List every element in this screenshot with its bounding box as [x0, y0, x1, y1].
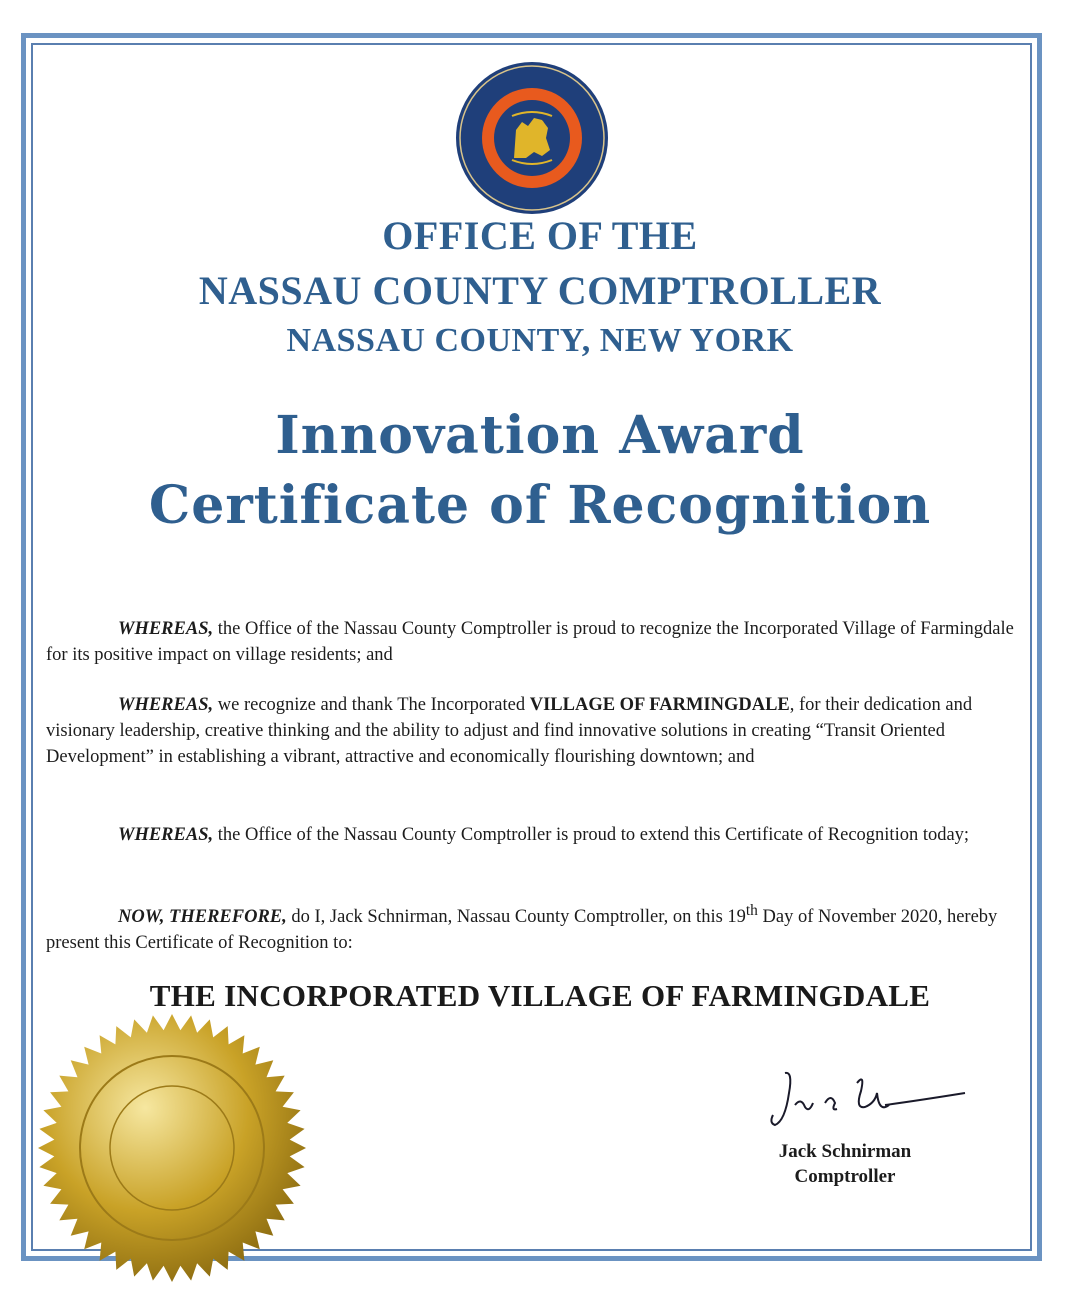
award-subtitle: Certificate of Recognition — [148, 475, 932, 536]
whereas-paragraph-3: WHEREAS, the Office of the Nassau County Comptroller is proud to extend this Certificate of Recognition today; — [118, 825, 970, 845]
signer-name: Jack Schnirman — [778, 1141, 912, 1162]
award-title: Innovation Award — [275, 405, 805, 466]
gold-embossed-seal-icon — [36, 1012, 308, 1284]
handwritten-signature-icon — [765, 1063, 975, 1143]
now-therefore-paragraph: NOW, THEREFORE, do I, Jack Schnirman, Nassau County Comptroller, on this 19th Day of November 2020, hereby present this Certificate of Recognition to: — [46, 902, 998, 954]
header-office: OFFICE OF THE — [382, 213, 698, 258]
whereas-paragraph-1: WHEREAS, the Office of the Nassau County Comptroller is proud to recognize the Incorporated Village of Farmingdale for its positive impact on village residents; and — [46, 619, 1014, 665]
recipient-name: THE INCORPORATED VILLAGE OF FARMINGDALE — [149, 978, 931, 1013]
header-comptroller: NASSAU COUNTY COMPTROLLER — [198, 268, 882, 313]
county-seal-lion-icon — [454, 60, 610, 216]
signer-title: Comptroller — [794, 1166, 896, 1187]
header-county: NASSAU COUNTY, NEW YORK — [286, 322, 794, 359]
whereas-paragraph-2: WHEREAS, we recognize and thank The Incorporated VILLAGE OF FARMINGDALE, for their dedication and visionary leadership, creative thinking and the ability to adjust and find innovative solutions in creating “Transit Oriented Development” in establishing a vibrant, attractive and economically flourishing downtown; and — [46, 695, 973, 767]
